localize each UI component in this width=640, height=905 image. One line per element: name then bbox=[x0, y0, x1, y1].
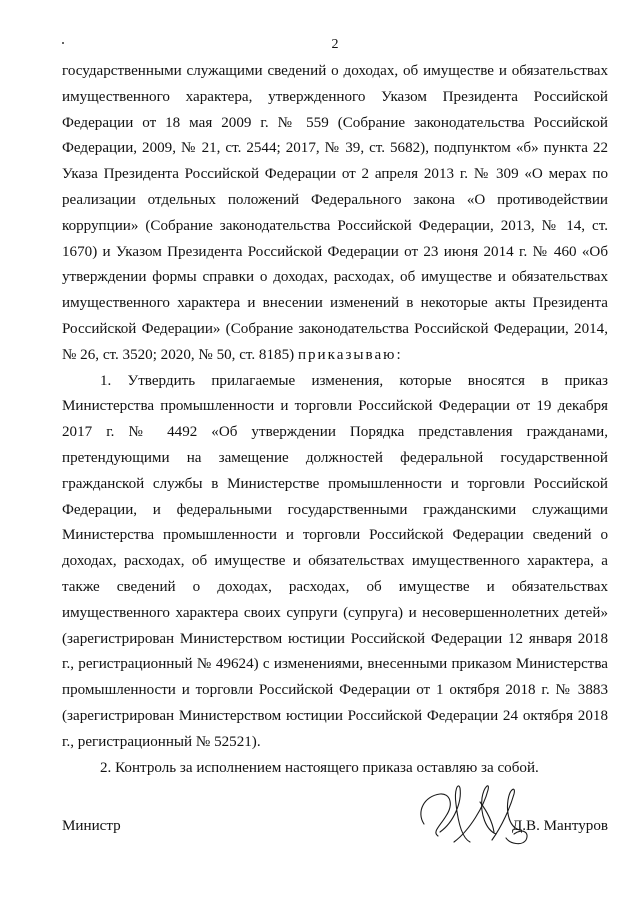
paragraph-item-2: 2. Контроль за исполнением настоящего приказа оставляю за собой. bbox=[100, 759, 539, 776]
signatory-name: Д.В. Мантуров bbox=[511, 818, 608, 834]
page-number: 2 bbox=[331, 37, 339, 52]
order-word: приказываю: bbox=[297, 346, 403, 363]
paragraph-legal-basis bbox=[62, 59, 608, 369]
signature-block bbox=[62, 818, 608, 848]
legal-basis-text: государственными служащими сведений о доходах, об имуществе и обязательствах имущественного характера, утвержденного Указом Президента Российской Федерации от 18 мая 2009 г. № 559 (Собрание законодательства Российской Федерации, 2009, № 21, ст. 2544; 2017, № 39, ст. 5682), подпунктом «б» пункта 22 Указа Президента Российской Федерации от 2 апреля 2013 г. № 309 «О мерах по реализации отдельных положений Федерального закона «О противодействии коррупции» (Собрание законодательства Российской Федерации, 2013, № 14, ст. 1670) и Указом Президента Российской Федерации от 23 июня 2014 г. № 460 «Об утверждении формы справки о доходах, расходах, об имуществе и обязательствах имущественного характера и внесении изменений в некоторые акты Президента Российской Федерации» (Собрание законодательства Российской Федерации, 2014, № 26, ст. 3520; 2020, № 50, ст. 8185) bbox=[62, 63, 608, 363]
document-body bbox=[62, 59, 608, 781]
signatory-title: Министр bbox=[62, 818, 121, 834]
paragraph-item-1: 1. Утвердить прилагаемые изменения, которые вносятся в приказ Министерства промышленности и торговли Российской Федерации от 19 декабря 2017 г. № 4492 «Об утверждении Порядка представления гражданами, претендующими на замещение должностей федеральной государственной гражданской службы в Министерстве промышленности и торговли Российской Федерации, и федеральными государственными гражданскими служащими Министерства промышленности и торговли Российской Федерации сведений о доходах, расходах, об имуществе и обязательствах имущественного характера, а также сведений о доходах, расходах, об имуществе и обязательствах имущественного характера своих супруги (супруга) и несовершеннолетних детей» (зарегистрирован Министерством юстиции Российской Федерации 12 января 2018 г., регистрационный № 49624) с изменениями, внесенными приказом Министерства промышленности и торговли Российской Федерации от 1 октября 2018 г. № 3883 (зарегистрирован Министерством юстиции Российской Федерации 24 октября 2018 г., регистрационный № 52521). bbox=[62, 372, 608, 750]
